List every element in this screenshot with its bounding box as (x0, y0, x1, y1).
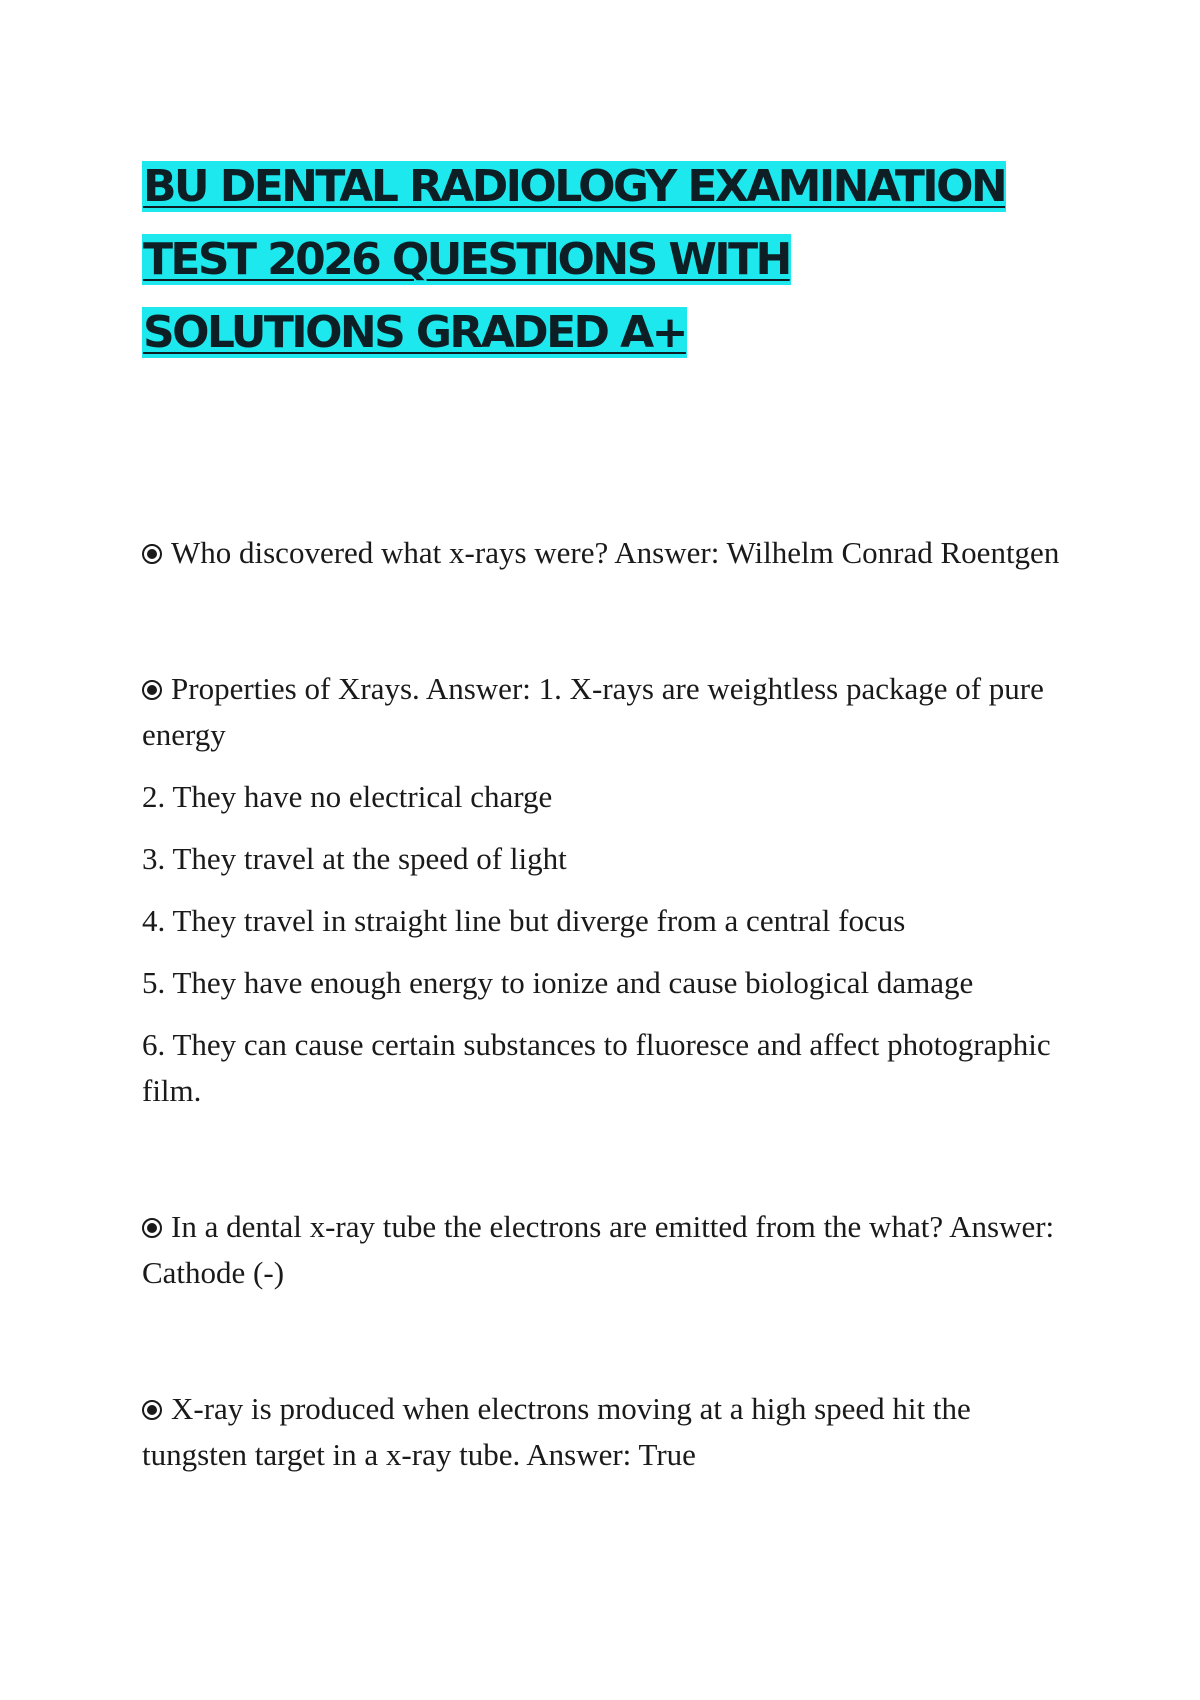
qa-item-1-content: Who discovered what x-rays were? Answer: Wilhelm Conrad Roentgen (171, 535, 1060, 570)
qa-item-2 (142, 666, 1082, 1114)
qa-item-1 (142, 530, 1082, 576)
list-line-4: 4. They travel in straight line but diverge from a central focus (142, 903, 906, 938)
qa-item-3 (142, 1204, 1082, 1296)
qa-item-2-text (142, 666, 1082, 758)
radio-bullet-icon (142, 1400, 162, 1420)
qa-item-1-text (142, 530, 1082, 576)
radio-bullet-icon (142, 680, 162, 700)
spacer (142, 1130, 1082, 1204)
list-line-2: 2. They have no electrical charge (142, 779, 553, 814)
radio-bullet-icon (142, 544, 162, 564)
document-title (142, 150, 1062, 369)
spacer (142, 592, 1082, 666)
qa-item-4 (142, 1386, 1082, 1478)
title-highlight: BU DENTAL RADIOLOGY EXAMINATION TEST 2026 QUESTIONS WITH SOLUTIONS GRADED A+ (143, 161, 1006, 358)
qa-item-3-content: In a dental x-ray tube the electrons are emitted from the what? Answer: Cathode (-) (142, 1209, 1055, 1290)
qa-item-4-content: X-ray is produced when electrons moving at a high speed hit the tungsten target in a x-ray tube. Answer: True (142, 1391, 971, 1472)
radio-bullet-icon (142, 1218, 162, 1238)
list-line-5: 5. They have enough energy to ionize and cause biological damage (142, 965, 974, 1000)
document-body (142, 530, 1082, 1494)
qa-item-4-text (142, 1386, 1082, 1478)
list-line-3: 3. They travel at the speed of light (142, 841, 567, 876)
spacer (142, 1312, 1082, 1386)
qa-item-3-text (142, 1204, 1082, 1296)
qa-item-2-content: Properties of Xrays. Answer: 1. X-rays are weightless package of pure energy (142, 671, 1044, 752)
list-line-6: 6. They can cause certain substances to fluoresce and affect photographic film. (142, 1027, 1051, 1108)
